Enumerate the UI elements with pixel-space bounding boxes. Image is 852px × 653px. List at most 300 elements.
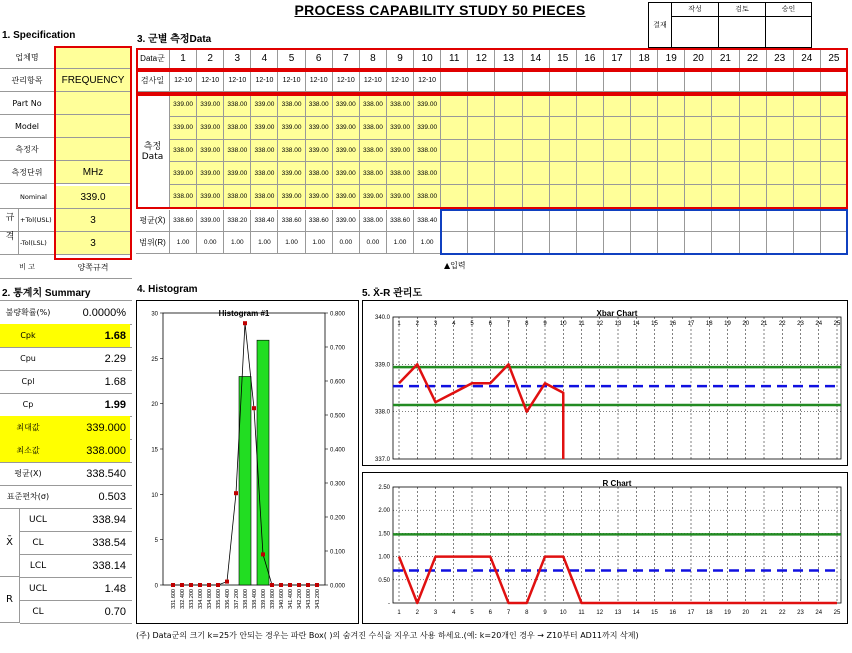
right-tick-label: 0.700 <box>330 345 346 352</box>
header-outline <box>136 48 848 70</box>
summary-value: 0.503 <box>98 490 126 503</box>
curve-point <box>315 583 319 587</box>
summary-row <box>0 439 132 463</box>
xr-heading: 5. X̄-R 관리도 <box>362 288 423 299</box>
data-column-header: 6 <box>306 48 333 70</box>
control-limit-value: 338.94 <box>92 513 126 526</box>
measurement-cell[interactable]: 339.00 <box>170 94 197 117</box>
date-outline <box>136 70 848 94</box>
x-tick-label: 337.200 <box>234 589 240 609</box>
x-tick-label: 24 <box>815 321 823 327</box>
spec-group-label: 규격 <box>0 208 19 254</box>
summary-key: 표준편차(σ) <box>6 492 50 501</box>
data-column-header: 3 <box>224 48 251 70</box>
left-tick-label: 0 <box>154 583 158 590</box>
summary-value: 339.000 <box>56 416 130 439</box>
x-tick-label: 17 <box>687 610 695 616</box>
date-cell[interactable]: 12-10 <box>387 70 414 92</box>
x-tick-label: 22 <box>778 321 786 327</box>
measurement-cell[interactable]: 338.00 <box>387 162 414 185</box>
data-column-header: 8 <box>360 48 387 70</box>
histogram-heading: 4. Histogram <box>137 284 198 295</box>
measurement-cell[interactable]: 339.00 <box>333 117 360 140</box>
curve-point <box>171 583 175 587</box>
y-tick-label: 1.00 <box>378 554 390 561</box>
summary-row <box>0 324 132 348</box>
control-limit-key: CL <box>32 537 44 548</box>
control-limit-value: 338.54 <box>92 536 126 549</box>
measurement-cell[interactable]: 339.00 <box>333 185 360 208</box>
curve-point <box>207 583 211 587</box>
data-column-header: 10 <box>414 48 441 70</box>
date-cell[interactable]: 12-10 <box>306 70 333 92</box>
data-column-header: 22 <box>740 48 767 70</box>
data-column-header: 5 <box>278 48 305 70</box>
summary-row <box>0 301 132 325</box>
x-tick-label: 20 <box>742 321 750 327</box>
measurement-cell[interactable]: 338.00 <box>414 162 441 185</box>
measure-label-line: Data <box>141 152 164 162</box>
x-tick-label: 331.600 <box>171 589 177 609</box>
x-tick-label: 333.200 <box>189 589 195 609</box>
summary-key: 평균(X) <box>14 469 42 478</box>
x-tick-label: 343.200 <box>315 589 321 609</box>
summary-heading: 2. 통계치 Summary <box>2 288 91 299</box>
measurement-cell[interactable]: 339.00 <box>224 162 251 185</box>
y-tick-label: 340.0 <box>374 315 390 321</box>
data-column-header: 1 <box>170 48 197 70</box>
mean-cell: 338.00 <box>360 210 387 232</box>
measurement-cell[interactable]: 339.00 <box>197 117 224 140</box>
summary-row <box>0 370 132 394</box>
y-tick-label: 2.00 <box>378 508 390 515</box>
data-column-header: 2 <box>197 48 224 70</box>
x-tick-label: 24 <box>815 610 823 616</box>
measurement-cell[interactable]: 339.00 <box>333 162 360 185</box>
spec-tol-value-field[interactable]: 339.0 <box>56 186 130 208</box>
x-tick-label: 3 <box>433 610 438 616</box>
measurement-cell[interactable]: 339.00 <box>306 185 333 208</box>
x-tick-label: 336.400 <box>225 589 231 609</box>
spec-key: 측정자 <box>15 144 39 154</box>
summary-row <box>0 462 132 486</box>
control-limit-row <box>20 577 132 601</box>
summary-value: 338.000 <box>56 439 130 462</box>
xbar-chart <box>363 301 847 465</box>
spec-value-field[interactable]: FREQUENCY <box>56 69 130 91</box>
measurement-cell[interactable]: 339.00 <box>387 185 414 208</box>
summary-key: 최소값 <box>0 439 56 462</box>
date-cell[interactable]: 12-10 <box>360 70 387 92</box>
right-tick-label: 0.100 <box>330 549 346 556</box>
measurement-cell[interactable]: 339.00 <box>197 185 224 208</box>
x-tick-label: 20 <box>742 610 750 616</box>
x-tick-label: 15 <box>651 321 658 327</box>
control-limit-key: LCL <box>29 560 47 571</box>
range-cell: 1.00 <box>170 232 197 254</box>
date-label: 검사일 <box>136 70 170 92</box>
summary-group-label: X̄ <box>0 508 20 577</box>
control-limit-value: 0.70 <box>104 605 126 618</box>
x-tick-label: 19 <box>724 610 731 616</box>
curve-point <box>297 583 301 587</box>
mean-cell: 338.60 <box>278 210 305 232</box>
control-limit-row <box>20 508 132 532</box>
right-tick-label: 0.600 <box>330 379 346 386</box>
measurement-cell[interactable]: 339.00 <box>306 140 333 163</box>
summary-row <box>0 393 132 417</box>
measurement-cell[interactable]: 338.00 <box>251 140 278 163</box>
x-tick-label: 1 <box>397 610 401 616</box>
mean-cell: 339.00 <box>333 210 360 232</box>
measurement-cell[interactable]: 339.00 <box>278 162 305 185</box>
measurement-cell[interactable]: 339.00 <box>414 94 441 117</box>
measurement-cell[interactable]: 338.00 <box>251 162 278 185</box>
x-tick-label: 1 <box>397 321 401 327</box>
curve-point <box>243 321 247 325</box>
x-tick-label: 25 <box>833 610 841 616</box>
spec-key: 측정단위 <box>11 167 43 177</box>
x-tick-label: 21 <box>760 610 768 616</box>
data-column-header: 21 <box>712 48 739 70</box>
mean-cell: 338.20 <box>224 210 251 232</box>
x-tick-label: 15 <box>651 610 658 616</box>
x-tick-label: 7 <box>506 610 511 616</box>
spec-tol-key: -Tol(LSL) <box>20 239 47 247</box>
y-tick-label: 0.50 <box>378 577 390 584</box>
histogram-panel <box>136 300 359 624</box>
measurement-cell[interactable]: 339.00 <box>197 94 224 117</box>
curve-point <box>216 583 220 587</box>
measurement-cell[interactable]: 339.00 <box>414 117 441 140</box>
mean-cell: 338.60 <box>170 210 197 232</box>
x-tick-label: 14 <box>632 610 640 616</box>
left-tick-label: 5 <box>154 538 158 545</box>
x-tick-label: 8 <box>525 321 529 327</box>
chart-title: Xbar Chart <box>596 309 638 318</box>
range-cell: 0.00 <box>197 232 224 254</box>
measurement-cell[interactable]: 339.00 <box>251 94 278 117</box>
data-column-header: 7 <box>333 48 360 70</box>
data-column-header: 25 <box>821 48 848 70</box>
x-tick-label: 17 <box>687 321 695 327</box>
summary-value: 338.540 <box>86 467 126 480</box>
spec-key: Part No <box>12 98 42 108</box>
control-limit-key: UCL <box>29 514 47 525</box>
summary-row <box>0 416 132 440</box>
summary-table <box>0 300 132 626</box>
data-column-header: 15 <box>550 48 577 70</box>
x-tick-label: 5 <box>470 610 474 616</box>
measurement-cell[interactable]: 338.00 <box>170 185 197 208</box>
x-tick-label: 334.800 <box>207 589 213 609</box>
measurement-cell[interactable]: 338.00 <box>414 185 441 208</box>
control-limit-key: UCL <box>29 583 47 594</box>
left-tick-label: 20 <box>151 402 158 409</box>
data-column-header: 24 <box>794 48 821 70</box>
summary-group-label: R <box>0 577 20 623</box>
right-tick-label: 0.000 <box>330 583 346 590</box>
range-cell: 1.00 <box>251 232 278 254</box>
control-limit-value: 338.14 <box>92 559 126 572</box>
xbar-panel <box>362 300 848 466</box>
x-tick-label: 7 <box>506 321 511 327</box>
curve-point <box>225 580 229 584</box>
x-tick-label: 14 <box>632 321 640 327</box>
x-tick-label: 2 <box>415 321 419 327</box>
y-tick-label: 338.0 <box>374 409 390 416</box>
measurement-cell[interactable]: 339.00 <box>333 94 360 117</box>
input-marker: ▲입력 <box>444 261 466 270</box>
curve-point <box>252 406 256 410</box>
mean-cell: 338.40 <box>251 210 278 232</box>
curve-point <box>261 552 265 556</box>
data-column-header: 4 <box>251 48 278 70</box>
measurement-cell[interactable]: 339.00 <box>306 117 333 140</box>
footnote: (주) Data군의 크기 k=25가 안되는 경우는 파란 Box( )의 숨겨진 수식을 지우고 사용 하세요.(예: k=20개인 경우 → Z10부터 AD11까지 삭제) <box>136 631 639 640</box>
spec-key: Model <box>14 121 40 131</box>
mean-cell: 339.00 <box>197 210 224 232</box>
range-cell: 1.00 <box>224 232 251 254</box>
spec-tol-value-field[interactable]: 3 <box>56 232 130 254</box>
x-tick-label: 12 <box>596 321 604 327</box>
date-cell[interactable]: 12-10 <box>170 70 197 92</box>
measurement-cell[interactable]: 338.00 <box>278 140 305 163</box>
summary-key: Cpl <box>21 377 35 386</box>
measurement-cell[interactable]: 338.00 <box>170 140 197 163</box>
x-tick-label: 338.000 <box>243 589 249 609</box>
summary-key: 최대값 <box>0 416 56 439</box>
histogram-title: Histogram #1 <box>218 309 270 318</box>
measurement-cell[interactable]: 339.00 <box>360 185 387 208</box>
mean-label: 평균(X̄) <box>136 210 170 232</box>
right-tick-label: 0.300 <box>330 481 346 488</box>
x-tick-label: 16 <box>669 610 677 616</box>
spec-highlight-box <box>54 46 132 260</box>
date-cell[interactable]: 12-10 <box>414 70 441 92</box>
measurement-table <box>136 48 848 270</box>
left-tick-label: 25 <box>151 356 158 363</box>
x-tick-label: 339.000 <box>261 589 267 609</box>
approval-col[interactable] <box>766 3 811 47</box>
right-tick-label: 0.500 <box>330 413 346 420</box>
measurement-cell[interactable]: 338.00 <box>224 185 251 208</box>
x-tick-label: 342.200 <box>297 589 303 609</box>
left-tick-label: 30 <box>151 311 158 318</box>
measurement-cell[interactable]: 339.00 <box>251 117 278 140</box>
x-tick-label: 12 <box>596 610 604 616</box>
right-tick-label: 0.800 <box>330 311 346 318</box>
measurement-cell[interactable]: 339.00 <box>170 162 197 185</box>
x-tick-label: 338.400 <box>252 589 258 609</box>
control-limit-value: 1.48 <box>104 582 126 595</box>
x-tick-label: 334.000 <box>198 589 204 609</box>
control-limit-key: CL <box>32 606 44 617</box>
curve-point <box>180 583 184 587</box>
range-label: 범위(R) <box>136 232 170 254</box>
data-column-header: 12 <box>468 48 495 70</box>
approval-col-label: 검토 <box>719 3 765 17</box>
measurement-cell[interactable]: 338.00 <box>360 140 387 163</box>
measurement-cell[interactable]: 338.00 <box>387 94 414 117</box>
measurement-cell[interactable]: 338.00 <box>306 94 333 117</box>
summary-value: 1.99 <box>104 398 126 411</box>
measurement-cell[interactable]: 338.00 <box>224 117 251 140</box>
date-cell[interactable]: 12-10 <box>333 70 360 92</box>
x-tick-label: 4 <box>452 321 456 327</box>
summary-key: Cpu <box>20 354 36 363</box>
measurement-cell[interactable]: 339.00 <box>387 140 414 163</box>
curve-point <box>198 583 202 587</box>
date-cell[interactable]: 12-10 <box>224 70 251 92</box>
curve-point <box>288 583 292 587</box>
measurement-cell[interactable]: 339.00 <box>387 117 414 140</box>
measurement-cell[interactable]: 338.00 <box>224 140 251 163</box>
range-cell: 1.00 <box>306 232 333 254</box>
mean-cell: 338.60 <box>387 210 414 232</box>
measurement-cell[interactable]: 338.00 <box>360 117 387 140</box>
summary-row <box>0 485 132 509</box>
approval-col-label: 승인 <box>766 3 811 17</box>
plot-area <box>393 487 841 603</box>
range-cell: 0.00 <box>360 232 387 254</box>
spec-value-field[interactable]: MHz <box>56 161 130 183</box>
measurement-cell[interactable]: 338.00 <box>278 94 305 117</box>
r-panel <box>362 472 848 624</box>
curve-point <box>306 583 310 587</box>
x-tick-label: 23 <box>797 610 804 616</box>
x-tick-label: 5 <box>470 321 474 327</box>
right-tick-label: 0.200 <box>330 515 346 522</box>
x-tick-label: 4 <box>452 610 456 616</box>
y-tick-label: 1.50 <box>378 531 390 538</box>
curve-point <box>234 491 238 495</box>
x-tick-label: 19 <box>724 321 731 327</box>
control-limit-row <box>20 554 132 578</box>
x-tick-label: 343.000 <box>306 589 312 609</box>
x-tick-label: 340.600 <box>279 589 285 609</box>
summary-value: 1.68 <box>56 324 130 347</box>
measure-outline <box>136 94 848 209</box>
summary-key: Cp <box>22 400 34 409</box>
x-tick-label: 11 <box>578 321 585 327</box>
data-column-header: 23 <box>767 48 794 70</box>
curve-point <box>270 583 274 587</box>
data-column-header: 11 <box>441 48 468 70</box>
x-tick-label: 6 <box>488 610 492 616</box>
x-tick-label: 18 <box>705 321 713 327</box>
curve-point <box>189 583 193 587</box>
control-limit-row <box>20 600 132 624</box>
approval-box <box>648 2 812 48</box>
measurement-cell[interactable]: 338.00 <box>360 162 387 185</box>
date-cell[interactable]: 12-10 <box>278 70 305 92</box>
x-tick-label: 2 <box>415 610 419 616</box>
x-tick-label: 341.400 <box>288 589 294 609</box>
y-tick-label: - <box>388 601 390 607</box>
measurement-cell[interactable]: 338.00 <box>414 140 441 163</box>
y-tick-label: 2.50 <box>378 485 390 491</box>
measurement-cell[interactable]: 338.00 <box>224 94 251 117</box>
spec-key: 관리항목 <box>11 75 43 85</box>
x-tick-label: 10 <box>559 610 567 616</box>
mean-cell: 338.40 <box>414 210 441 232</box>
spec-heading: 1. Specification <box>2 30 76 41</box>
spec-tol-key: +Tol(USL) <box>20 216 52 224</box>
measurement-cell[interactable]: 339.00 <box>278 117 305 140</box>
histogram-chart <box>137 301 358 623</box>
measurement-cell[interactable]: 339.00 <box>197 140 224 163</box>
data-column-header: 13 <box>495 48 522 70</box>
spec-key: 업체명 <box>15 52 39 62</box>
spec-remark-key: 비 고 <box>19 263 35 271</box>
data-heading: 3. 군별 측정Data <box>137 34 212 45</box>
x-tick-label: 3 <box>433 321 438 327</box>
measurement-cell[interactable]: 339.00 <box>170 117 197 140</box>
y-tick-label: 339.0 <box>374 362 390 369</box>
left-tick-label: 15 <box>151 447 158 454</box>
y-tick-label: 337.0 <box>374 457 390 463</box>
left-tick-label: 10 <box>151 492 158 499</box>
measurement-cell[interactable]: 339.00 <box>197 162 224 185</box>
x-tick-label: 21 <box>760 321 768 327</box>
range-cell: 1.00 <box>387 232 414 254</box>
summary-value: 0.0000% <box>82 306 126 319</box>
spec-remark-value[interactable]: 양쪽규격 <box>56 256 130 278</box>
date-cell[interactable]: 12-10 <box>197 70 224 92</box>
data-column-header: 16 <box>577 48 604 70</box>
x-tick-label: 23 <box>797 321 804 327</box>
data-column-header: 20 <box>685 48 712 70</box>
curve-point <box>279 583 283 587</box>
range-cell: 1.00 <box>414 232 441 254</box>
x-tick-label: 13 <box>614 321 622 327</box>
measurement-cell[interactable]: 338.00 <box>306 162 333 185</box>
x-tick-label: 22 <box>778 610 786 616</box>
mean-cell: 338.60 <box>306 210 333 232</box>
control-limit-row <box>20 531 132 555</box>
approval-col[interactable] <box>719 3 766 47</box>
x-tick-label: 6 <box>488 321 492 327</box>
x-tick-label: 332.400 <box>180 589 186 609</box>
spec-tol-key: Nominal <box>20 193 47 201</box>
x-tick-label: 339.800 <box>270 589 276 609</box>
x-tick-label: 16 <box>669 321 677 327</box>
measure-label-line: 측정 <box>143 142 162 152</box>
x-tick-label: 11 <box>578 610 585 616</box>
data-column-header: 14 <box>523 48 550 70</box>
data-column-header: 9 <box>387 48 414 70</box>
summary-key: 불량확률(%) <box>5 308 51 317</box>
data-header-label: Data군 <box>136 48 170 70</box>
measurement-cell[interactable]: 338.00 <box>251 185 278 208</box>
measurement-cell[interactable]: 338.00 <box>360 94 387 117</box>
data-column-header: 17 <box>604 48 631 70</box>
approval-label: 결재 <box>649 3 672 47</box>
date-cell[interactable]: 12-10 <box>251 70 278 92</box>
x-tick-label: 10 <box>559 321 567 327</box>
data-column-header: 19 <box>658 48 685 70</box>
chart-title: R Chart <box>602 479 632 488</box>
x-tick-label: 9 <box>543 610 547 616</box>
approval-col[interactable] <box>672 3 719 47</box>
x-tick-label: 335.600 <box>216 589 222 609</box>
measurement-cell[interactable]: 339.00 <box>278 185 305 208</box>
spec-tol-value-field[interactable]: 3 <box>56 209 130 231</box>
x-tick-label: 18 <box>705 610 713 616</box>
right-tick-label: 0.400 <box>330 447 346 454</box>
measurement-cell[interactable]: 339.00 <box>333 140 360 163</box>
